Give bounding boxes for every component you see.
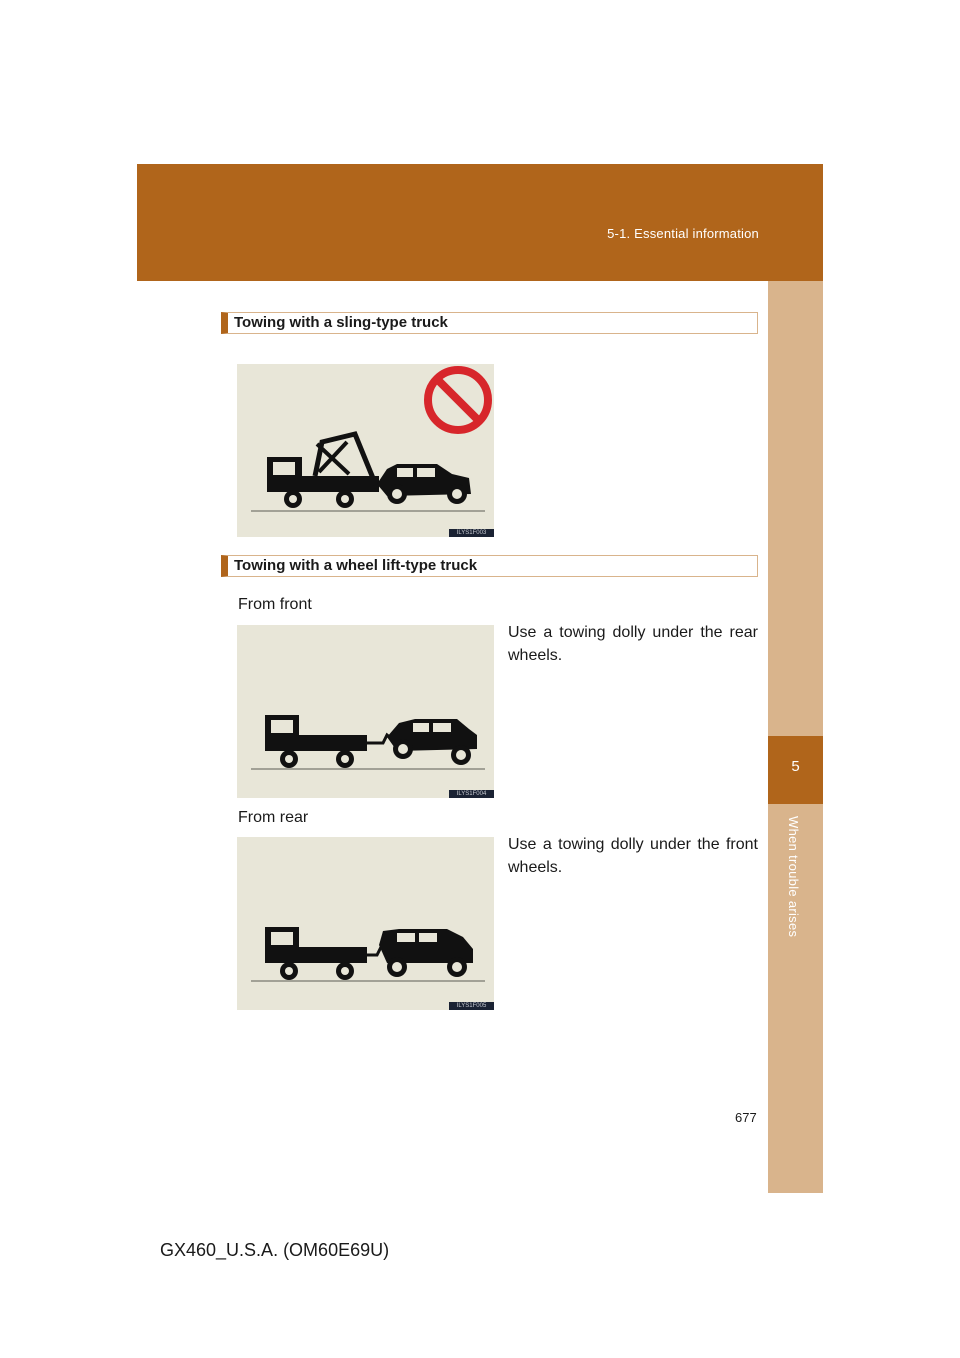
subheading-from-rear: From rear <box>238 809 309 826</box>
page-number: 677 <box>735 1110 757 1125</box>
instruction-from-front: Use a towing dolly under the rear wheels. <box>508 624 758 664</box>
figure-code: ILYS1F005 <box>449 1002 494 1010</box>
chapter-number: 5 <box>791 758 800 775</box>
instruction-from-rear: Use a towing dolly under the front wheels. <box>508 836 758 876</box>
header-band <box>137 164 823 281</box>
section-heading-sling: Towing with a sling-type truck <box>221 312 758 334</box>
figure-code: ILYS1F004 <box>449 790 494 798</box>
subheading-from-front: From front <box>238 596 312 613</box>
figure-code: ILYS1F003 <box>449 529 494 537</box>
chapter-label: When trouble arises <box>786 816 801 938</box>
section-heading-wheel-lift: Towing with a wheel lift-type truck <box>221 555 758 577</box>
figure-wheel-lift-front <box>237 625 494 798</box>
figure-sling-truck <box>237 364 494 537</box>
figure-wheel-lift-rear <box>237 837 494 1010</box>
section-title: 5-1. Essential information <box>607 226 759 241</box>
chapter-side-tab <box>768 281 823 1193</box>
footer-model-code: GX460_U.S.A. (OM60E69U) <box>160 1240 390 1260</box>
chapter-number-box <box>768 736 823 804</box>
no-entry-icon <box>428 370 488 430</box>
